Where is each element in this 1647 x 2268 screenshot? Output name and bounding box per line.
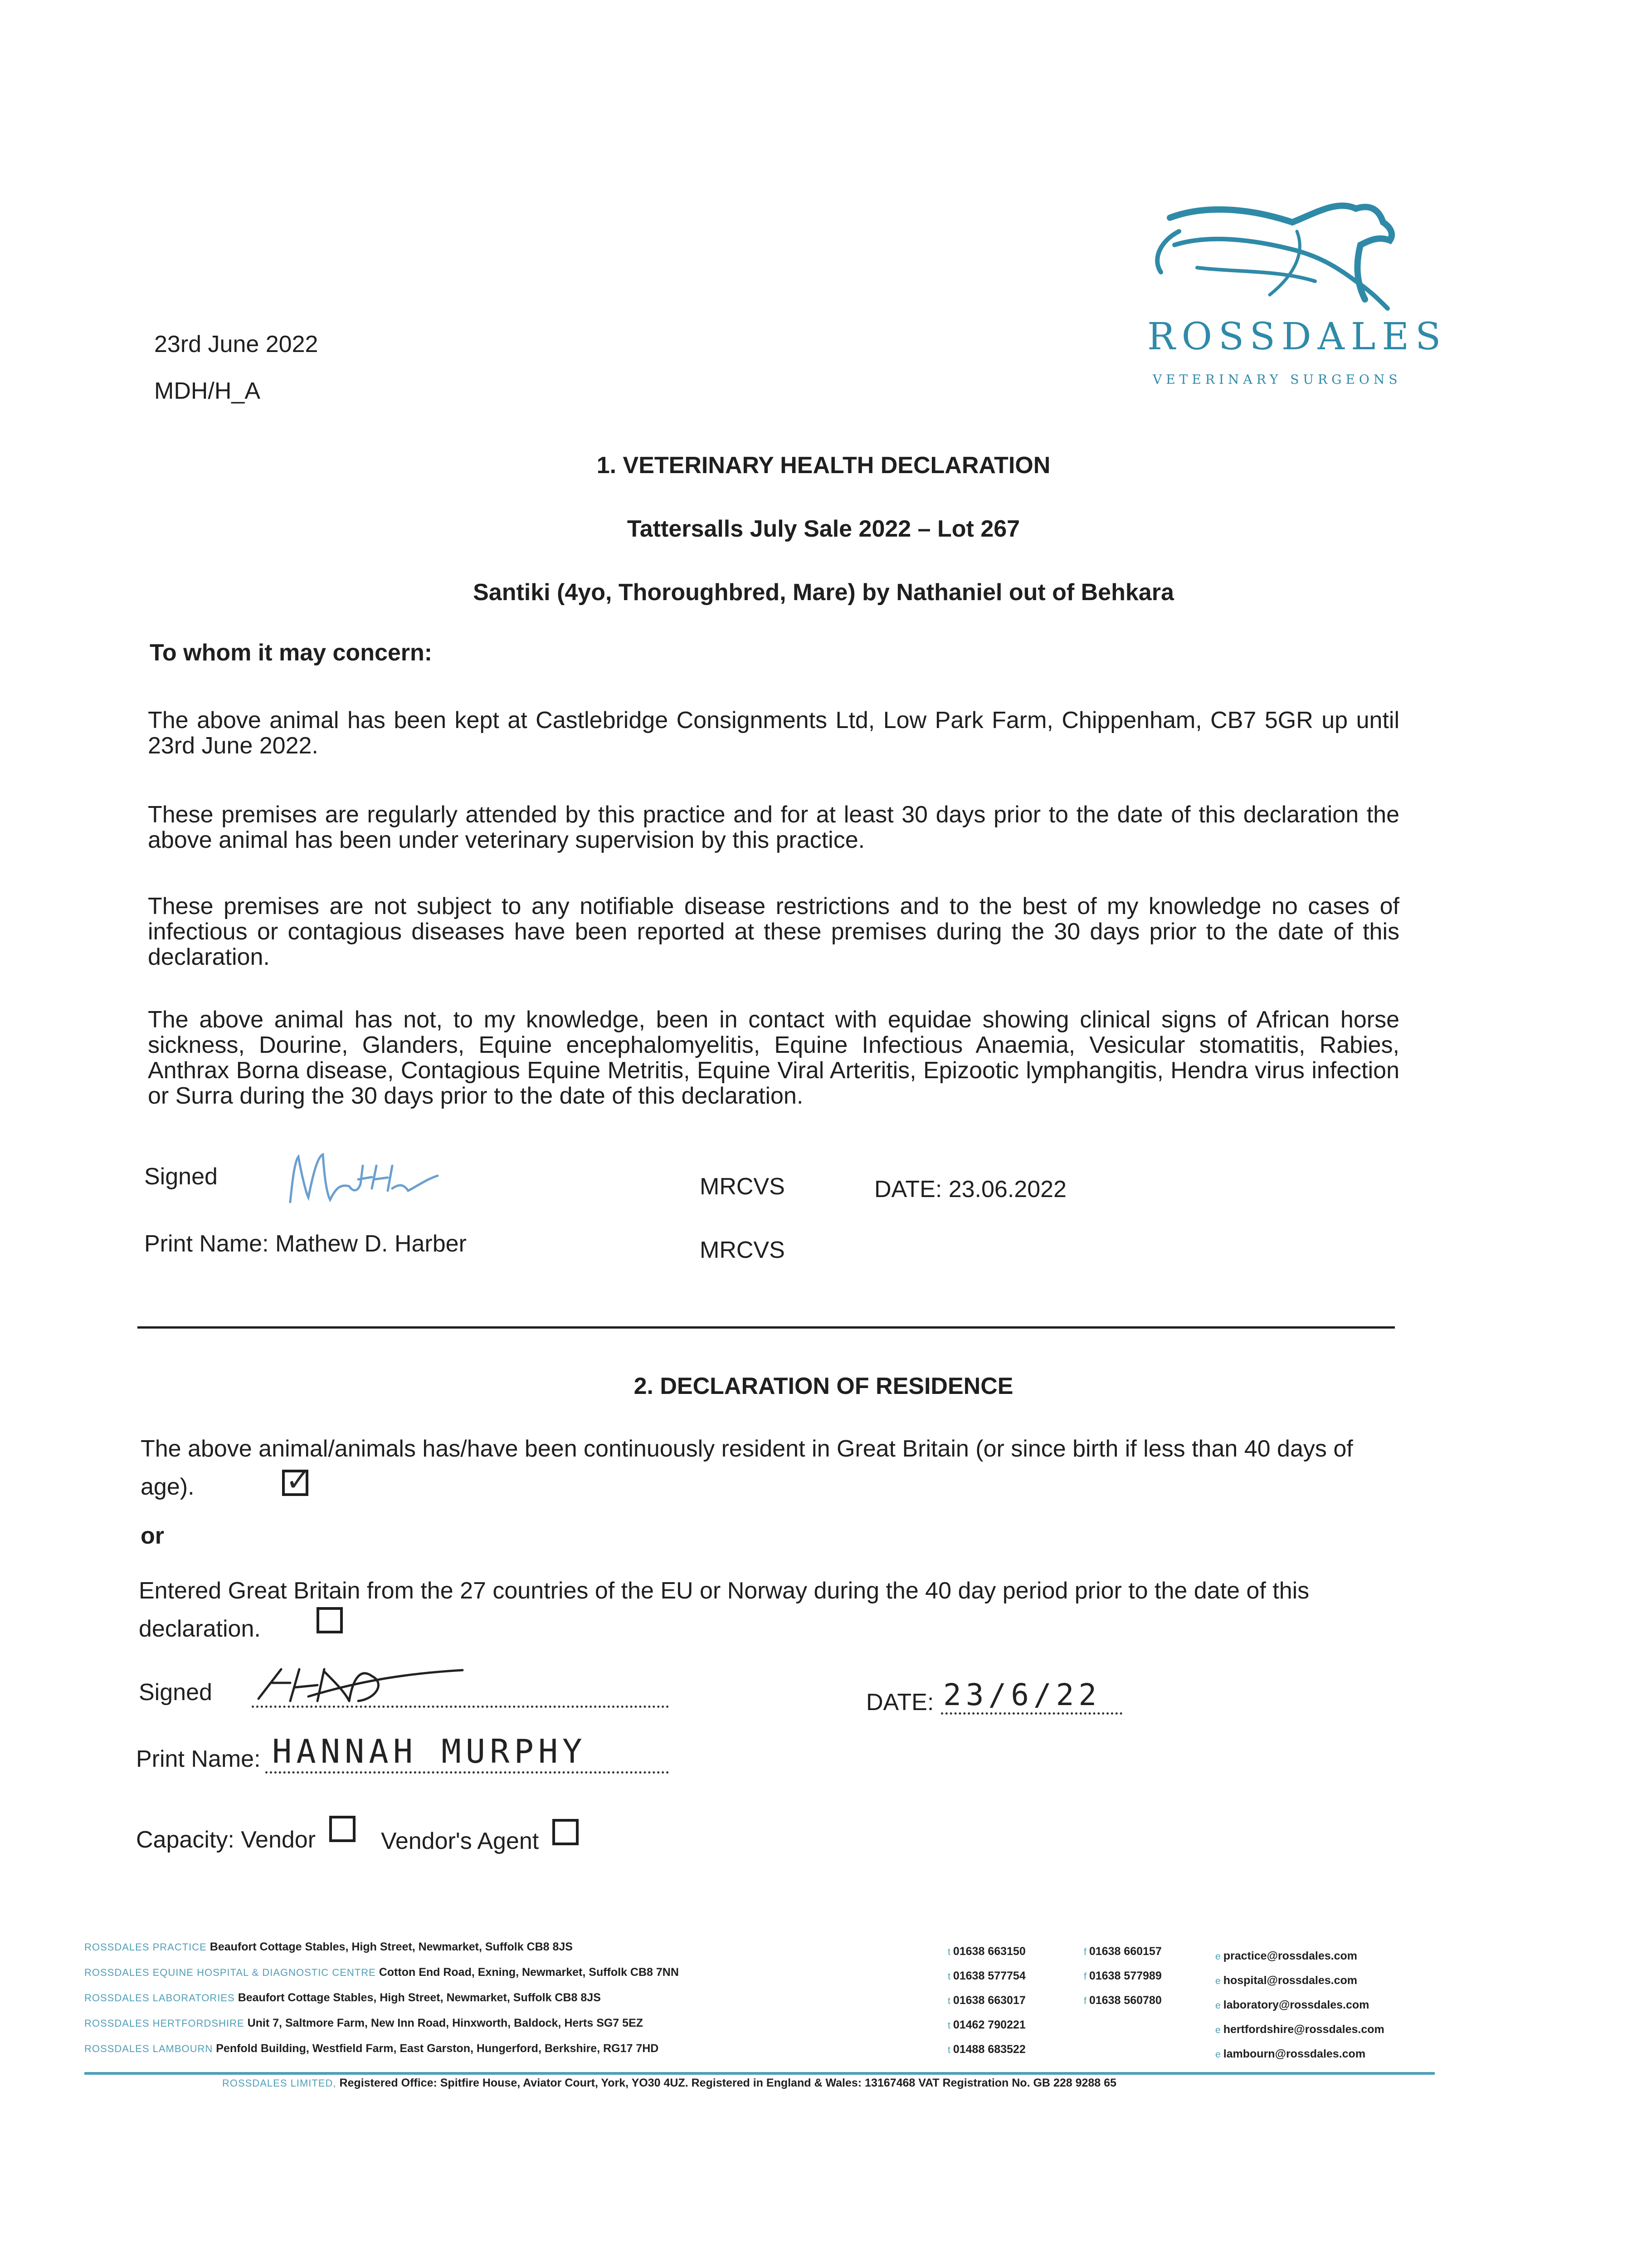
footer-fax: f 01638 660157 — [1084, 1945, 1162, 1958]
footer-email[interactable]: e laboratory@rossdales.com — [1215, 1999, 1369, 2011]
paragraph-restrictions: These premises are not subject to any notifiable disease restrictions and to the best of my knowledge no cases of infectious or contagious diseases have been reported at these premises during the 30 days prior to the date of this declaration. — [148, 893, 1399, 970]
vendor-signature — [254, 1656, 481, 1708]
vendor-agent-checkbox[interactable] — [552, 1819, 579, 1845]
option2-checkbox[interactable] — [317, 1607, 343, 1633]
paragraph-supervision: These premises are regularly attended by this practice and for at least 30 days prior to the date of this declaration the above animal has been under veterinary supervision by this practice. — [148, 802, 1399, 853]
horse-title: Santiki (4yo, Thoroughbred, Mare) by Nathaniel out of Behkara — [473, 579, 1174, 606]
vet-signature — [281, 1148, 444, 1207]
vendor-checkbox[interactable] — [329, 1816, 356, 1842]
sale-title: Tattersalls July Sale 2022 – Lot 267 — [627, 516, 1020, 542]
vendor-print-label: Print Name: — [136, 1746, 261, 1772]
letter-reference: MDH/H_A — [154, 378, 261, 404]
footer-address-row: ROSSDALES LABORATORIES Beaufort Cottage Stables, High Street, Newmarket, Suffolk CB8 8JS — [84, 1991, 601, 2004]
section1-heading: 1. VETERINARY HEALTH DECLARATION — [596, 452, 1051, 479]
footer-fax: f 01638 577989 — [1084, 1970, 1162, 1982]
footer-address-row: ROSSDALES HERTFORDSHIRE Unit 7, Saltmore Farm, New Inn Road, Hinxworth, Baldock, Herts SG7 5EZ — [84, 2017, 643, 2029]
mrcvs-label-1: MRCVS — [700, 1173, 785, 1200]
footer-email[interactable]: e hertfordshire@rossdales.com — [1215, 2023, 1384, 2036]
logo-name: ROSSDALES — [1147, 315, 1447, 358]
horse-logo-icon — [1143, 191, 1424, 327]
footer-email[interactable]: e hospital@rossdales.com — [1215, 1974, 1357, 1987]
section-divider — [137, 1326, 1395, 1329]
footer-address-row: ROSSDALES PRACTICE Beaufort Cottage Stables, High Street, Newmarket, Suffolk CB8 8JS — [84, 1941, 573, 1953]
residence-option2-text: Entered Great Britain from the 27 countries of the EU or Norway during the 40 day period prior to the date of this declaration. — [139, 1578, 1310, 1642]
footer-rule — [84, 2072, 1435, 2075]
salutation: To whom it may concern: — [150, 640, 433, 666]
letter-date: 23rd June 2022 — [154, 331, 318, 357]
signed-label-2: Signed — [139, 1679, 212, 1706]
vendor-agent-label: Vendor's Agent — [381, 1828, 539, 1854]
logo-tagline: VETERINARY SURGEONS — [1153, 372, 1402, 387]
footer-fax: f 01638 560780 — [1084, 1994, 1162, 2007]
signed-label-1: Signed — [144, 1163, 218, 1190]
footer-phone: t 01638 663150 — [948, 1945, 1026, 1958]
footer-phone: t 01638 577754 — [948, 1970, 1026, 1982]
option1-checkbox[interactable] — [282, 1463, 311, 1497]
vendor-print-handwritten: HANNAH MURPHY — [272, 1732, 587, 1770]
print-line-2 — [265, 1771, 669, 1774]
footer-phone: t 01638 663017 — [948, 1994, 1026, 2007]
vet-date: DATE: 23.06.2022 — [874, 1176, 1067, 1202]
paragraph-contact: The above animal has not, to my knowledge, been in contact with equidae showing clinical signs of African horse sickness, Dourine, Glanders, Equine encephalomyelitis, Equine Infectious Anaemia, Vesicular stomatitis, Rabies, Anthrax Borna disease, Contagious Equine Metritis, Equine Viral Arteritis, Epizootic lymphangitis, Hendra virus infection or Surra during the 30 days prior to the date of this declaration. — [148, 1007, 1399, 1109]
vet-print-name: Print Name: Mathew D. Harber — [144, 1231, 467, 1257]
footer-email[interactable]: e lambourn@rossdales.com — [1215, 2048, 1366, 2060]
footer-registered: ROSSDALES LIMITED, Registered Office: Spitfire House, Aviator Court, York, YO30 4UZ. Registered in England & Wales: 13167468 VAT Registration No. GB 228 9288 65 — [222, 2077, 1116, 2089]
paragraph-kept: The above animal has been kept at Castlebridge Consignments Ltd, Low Park Farm, Chippenham, CB7 5GR up until 23rd June 2022. — [148, 707, 1399, 759]
rossdales-logo — [1143, 191, 1447, 399]
vendor-date-label: DATE: — [866, 1689, 934, 1716]
footer-phone: t 01462 790221 — [948, 2019, 1026, 2031]
vendor-date-handwritten: 23/6/22 — [943, 1677, 1101, 1712]
footer-phone: t 01488 683522 — [948, 2043, 1026, 2056]
date-line-2 — [941, 1712, 1122, 1715]
residence-option1-text: The above animal/animals has/have been continuously resident in Great Britain (or since birth if less than 40 days of age). — [141, 1436, 1353, 1500]
or-label: or — [141, 1523, 164, 1549]
mrcvs-label-2: MRCVS — [700, 1237, 785, 1263]
footer-email[interactable]: e practice@rossdales.com — [1215, 1950, 1358, 1962]
footer-address-row: ROSSDALES EQUINE HOSPITAL & DIAGNOSTIC CENTRE Cotton End Road, Exning, Newmarket, Suffolk CB8 7NN — [84, 1966, 679, 1979]
checkmark-icon: ✓ — [286, 1463, 311, 1497]
capacity-vendor-label: Capacity: Vendor — [136, 1827, 316, 1853]
footer-address-row: ROSSDALES LAMBOURN Penfold Building, Westfield Farm, East Garston, Hungerford, Berkshire, RG17 7HD — [84, 2042, 659, 2055]
section2-heading: 2. DECLARATION OF RESIDENCE — [633, 1373, 1014, 1399]
residence-option1 — [141, 1430, 1365, 1506]
